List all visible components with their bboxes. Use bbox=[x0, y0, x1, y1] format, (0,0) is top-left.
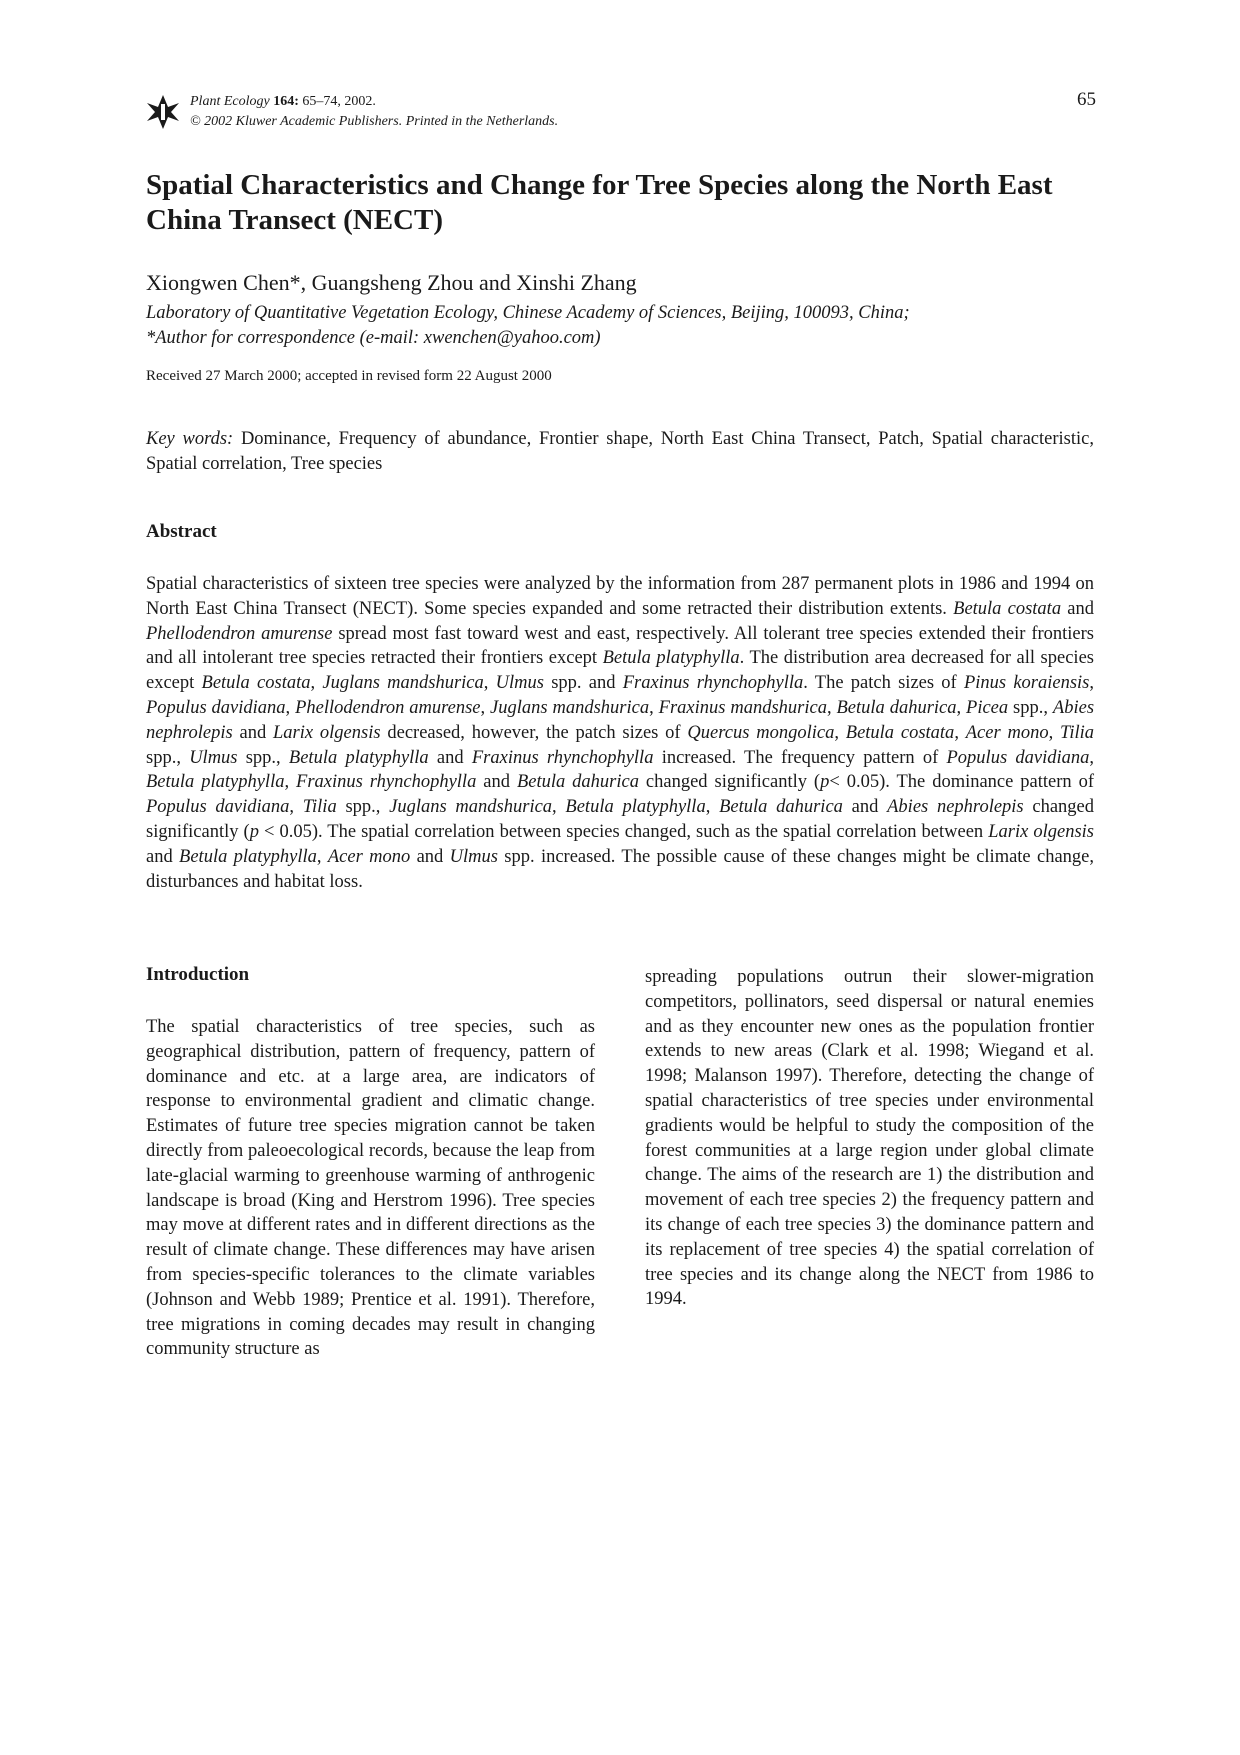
keywords-label: Key words: bbox=[146, 429, 234, 449]
abstract-text: , bbox=[316, 846, 328, 867]
species-name: Betula dahurica bbox=[516, 772, 639, 793]
species-name: Betula dahurica bbox=[836, 697, 957, 718]
species-name: Juglans mandshurica bbox=[389, 797, 553, 818]
abstract-text: and bbox=[146, 846, 180, 867]
journal-name: Plant Ecology bbox=[190, 94, 270, 109]
journal-citation bbox=[190, 92, 558, 132]
species-name: Betula platyphylla bbox=[179, 846, 317, 867]
species-name: Ulmus bbox=[449, 846, 498, 867]
species-name: Juglans mandshurica bbox=[322, 673, 484, 694]
abstract-text: spp. increased. The possible cause of these changes might be climate change, disturbances and habitat loss. bbox=[146, 846, 1094, 892]
species-name: Betula platyphylla bbox=[146, 772, 285, 793]
species-name: Juglans mandshurica bbox=[490, 697, 650, 718]
species-name: Fraxinus mandshurica bbox=[658, 697, 827, 718]
abstract-text: < 0.05). The dominance pattern of bbox=[829, 772, 1095, 793]
abstract-text: , bbox=[289, 797, 303, 818]
correspondence-line: *Author for correspondence (e-mail: xwenchen@yahoo.com) bbox=[146, 328, 601, 348]
species-name: Betula platyphylla bbox=[565, 797, 706, 818]
species-name: Phellodendron amurense bbox=[146, 623, 333, 644]
abstract-text: , bbox=[285, 697, 296, 718]
abstract-text: , bbox=[483, 673, 496, 694]
received-dates: Received 27 March 2000; accepted in revised form 22 August 2000 bbox=[146, 368, 552, 384]
abstract-text: spread most fast toward west and east, respectively. All tolerant tree species extended their frontiers and all intolerant tree species retracted their frontiers except bbox=[146, 623, 1094, 669]
abstract-text: spp. and bbox=[543, 673, 623, 694]
abstract-body bbox=[146, 572, 1094, 894]
introduction-right-column: spreading populations outrun their slower-migration competitors, pollinators, seed dispersal or natural enemies and as they encounter new ones as the population frontier extends to new areas (Clark et al. 1998; Wiegand et al. 1998; Malanson 1997). Therefore, detecting the change of spatial characteristics of tree species under environmental gradients would be helpful to study the composition of the forest communities at a large region under global climate change. The aims of the research are 1) the distribution and movement of each tree species 2) the frequency pattern and its change of each tree species 3) the dominance pattern and its replacement of tree species 4) the spatial correlation of tree species and its change along the NECT from 1986 to 1994. bbox=[645, 967, 1094, 1310]
species-name: p bbox=[820, 772, 830, 793]
species-name: Betula dahurica bbox=[719, 797, 843, 818]
abstract-text: spp., bbox=[1008, 697, 1053, 718]
author-list: Xiongwen Chen*, Guangsheng Zhou and Xinshi Zhang bbox=[146, 270, 637, 295]
publisher-logo bbox=[146, 92, 180, 132]
species-name: Betula platyphylla bbox=[602, 648, 740, 669]
abstract-text: , bbox=[1089, 747, 1094, 768]
page-number: 65 bbox=[1077, 89, 1096, 110]
species-name: Abies nephrolepis bbox=[146, 697, 1095, 743]
species-name: Fraxinus rhynchophylla bbox=[471, 747, 654, 768]
keywords-text: Dominance, Frequency of abundance, Frontier shape, North East China Transect, Patch, Spatial characteristic, Spatial correlation, Tree species bbox=[146, 429, 1094, 474]
abstract-text: decreased, however, the patch sizes of bbox=[380, 722, 688, 743]
species-name: Betula costata bbox=[201, 673, 311, 694]
abstract-text: , bbox=[1048, 722, 1061, 743]
abstract-text: spp., bbox=[146, 747, 190, 768]
journal-pages-year: 65–74, 2002. bbox=[302, 94, 376, 109]
species-name: Quercus mongolica bbox=[687, 722, 835, 743]
abstract-text: , bbox=[552, 797, 566, 818]
abstract-text: , bbox=[649, 697, 659, 718]
species-name: Abies nephrolepis bbox=[887, 797, 1024, 818]
abstract-text: , bbox=[826, 697, 837, 718]
species-name: Acer mono bbox=[965, 722, 1049, 743]
abstract-text: , bbox=[480, 697, 491, 718]
abstract-text: Spatial characteristics of sixteen tree species were analyzed by the information from 287 permanent plots in 1986 and 1994 on North East China Transect (NECT). Some species expanded and some retracted their distribution extents. bbox=[146, 574, 1094, 619]
species-name: Populus davidiana bbox=[146, 797, 290, 818]
abstract-text: < 0.05). The spatial correlation between species changed, such as the spatial correlation between bbox=[258, 821, 989, 842]
species-name: Acer mono bbox=[327, 846, 411, 867]
abstract-text: increased. The frequency pattern of bbox=[653, 747, 947, 768]
abstract-text: spp., bbox=[237, 747, 289, 768]
abstract-heading: Abstract bbox=[146, 521, 217, 542]
copyright-line: © 2002 Kluwer Academic Publishers. Printed in the Netherlands. bbox=[190, 114, 559, 129]
abstract-text: changed significantly ( bbox=[146, 797, 1095, 842]
abstract-text: and bbox=[232, 722, 274, 743]
abstract-text: changed significantly ( bbox=[638, 772, 821, 793]
abstract-text: and bbox=[428, 747, 472, 768]
species-name: Fraxinus rhynchophylla bbox=[296, 772, 477, 793]
species-name: Populus davidiana bbox=[146, 697, 286, 718]
abstract-text: , bbox=[834, 722, 846, 743]
species-name: Phellodendron amurense bbox=[295, 697, 481, 718]
species-name: Tilia bbox=[302, 797, 337, 818]
keywords bbox=[146, 427, 1094, 477]
species-name: Fraxinus rhynchophylla bbox=[622, 673, 804, 694]
introduction-left-column: The spatial characteristics of tree species, such as geographical distribution, pattern of frequency, pattern of dominance and etc. at a large area, are indicators of response to environmental gradient and climatic change. Estimates of future tree species migration cannot be taken directly from paleoecological records, because the leap from late-glacial warming to greenhouse warming of anthrogenic landscape is broad (King and Herstrom 1996). Tree species may move at different rates and in different directions as the result of climate change. These differences may have arisen from species-specific tolerances to the climate variables (Johnson and Webb 1989; Prentice et al. 1991). Therefore, tree migrations in coming decades may result in changing community structure as bbox=[146, 1017, 595, 1360]
abstract-text: , bbox=[310, 673, 323, 694]
species-name: Betula costata bbox=[953, 598, 1062, 619]
abstract-text: , bbox=[705, 797, 720, 818]
species-name: Betula costata bbox=[845, 722, 955, 743]
abstract-text: . The distribution area decreased for all species except bbox=[146, 648, 1094, 694]
species-name: p bbox=[249, 821, 259, 842]
species-name: Ulmus bbox=[495, 673, 544, 694]
species-name: Ulmus bbox=[189, 747, 238, 768]
abstract-text: , bbox=[954, 722, 966, 743]
abstract-text: . The patch sizes of bbox=[803, 673, 964, 694]
journal-volume: 164: bbox=[273, 94, 299, 109]
introduction-heading: Introduction bbox=[146, 964, 250, 985]
abstract-text: , bbox=[1089, 673, 1095, 694]
abstract-text: , bbox=[284, 772, 297, 793]
species-name: Tilia bbox=[1060, 722, 1094, 743]
abstract-text: and bbox=[476, 772, 517, 793]
abstract-text: spp., bbox=[336, 797, 390, 818]
species-name: Betula platyphylla bbox=[288, 747, 429, 768]
paper-title: Spatial Characteristics and Change for Tree Species along the North East China Transect (NECT) bbox=[146, 169, 1053, 236]
affiliation-line: Laboratory of Quantitative Vegetation Ecology, Chinese Academy of Sciences, Beijing, 100093, China; bbox=[146, 303, 910, 323]
affiliation bbox=[146, 301, 1106, 351]
species-name: Picea bbox=[966, 697, 1009, 718]
species-name: Pinus koraiensis bbox=[963, 673, 1090, 694]
species-name: Populus davidiana bbox=[946, 747, 1090, 768]
abstract-text: and bbox=[1061, 598, 1094, 619]
abstract-text: and bbox=[410, 846, 450, 867]
abstract-text: and bbox=[842, 797, 888, 818]
species-name: Larix olgensis bbox=[988, 821, 1094, 842]
abstract-text: , bbox=[956, 697, 967, 718]
species-name: Larix olgensis bbox=[273, 722, 381, 743]
